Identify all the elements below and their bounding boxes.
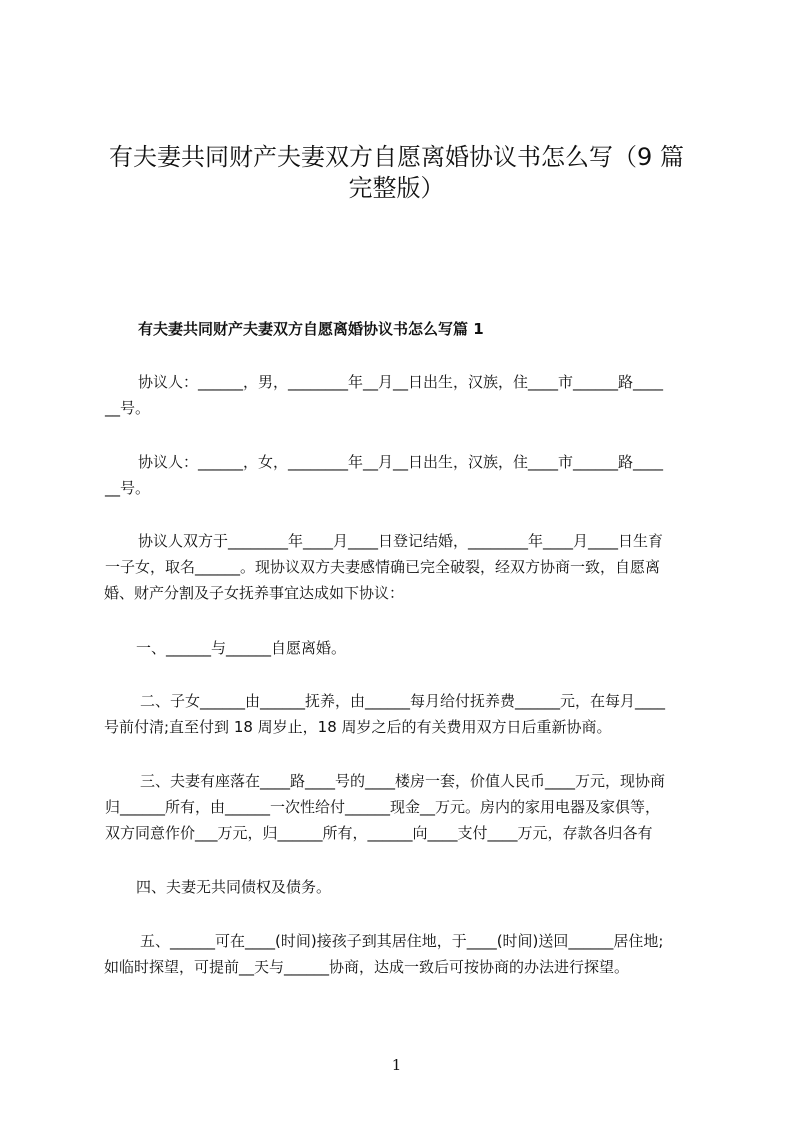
section-title: 有夫妻共同财产夫妻双方自愿离婚协议书怎么写篇 1 [138, 320, 484, 338]
document-title-line-1: 有夫妻共同财产夫妻双方自愿离婚协议书怎么写（9 篇 [109, 143, 684, 171]
paragraph-line: 协议人：______，女，________年__月__日出生，汉族，住____市______路____ [138, 453, 664, 471]
document-title [100, 142, 693, 204]
paragraph-line: __号。 [105, 399, 151, 417]
clause-two [104, 688, 704, 740]
page-number: 1 [391, 1056, 402, 1074]
paragraph-party-female [104, 449, 704, 501]
clause-five [104, 928, 704, 980]
paragraph-marriage-statement [104, 528, 704, 606]
paragraph-line: 一、______与______自愿离婚。 [136, 639, 347, 657]
paragraph-line: 协议人双方于________年____月____日登记结婚，________年____月____日生育 [138, 532, 664, 550]
paragraph-line: 婚、财产分割及子女抚养事宜达成如下协议： [104, 584, 405, 602]
clause-three [104, 768, 704, 846]
clause-one [104, 635, 704, 661]
paragraph-line: 二、子女______由______抚养，由______每月给付抚养费______元，在每月____ [140, 692, 666, 710]
paragraph-line: 双方同意作价___万元，归______所有，______向____支付____万元，存款各归各有 [105, 824, 653, 842]
paragraph-line: 四、夫妻无共同债权及债务。 [136, 878, 332, 896]
paragraph-line: 协议人：______，男，________年__月__日出生，汉族，住____市______路____ [138, 373, 664, 391]
paragraph-party-male [104, 369, 704, 421]
paragraph-line: 五、______可在____(时间)接孩子到其居住地，于____(时间)送回______居住地; [140, 932, 664, 950]
paragraph-line: __号。 [105, 479, 151, 497]
paragraph-line: 三、夫妻有座落在____路____号的____楼房一套，价值人民币____万元，现协商 [140, 772, 666, 790]
document-title-line-2: 完整版） [348, 174, 445, 202]
paragraph-line: 一子女，取名______。现协议双方夫妻感情确已完全破裂，经双方协商一致，自愿离 [105, 558, 661, 576]
paragraph-line: 号前付清;直至付到 18 周岁止，18 周岁之后的有关费用双方日后重新协商。 [104, 718, 612, 736]
paragraph-line: 归______所有，由______一次性给付______现金__万元。房内的家用电器及家俱等， [105, 798, 661, 816]
clause-four [104, 874, 704, 900]
paragraph-line: 如临时探望，可提前__天与______协商，达成一致后可按协商的办法进行探望。 [104, 958, 630, 976]
